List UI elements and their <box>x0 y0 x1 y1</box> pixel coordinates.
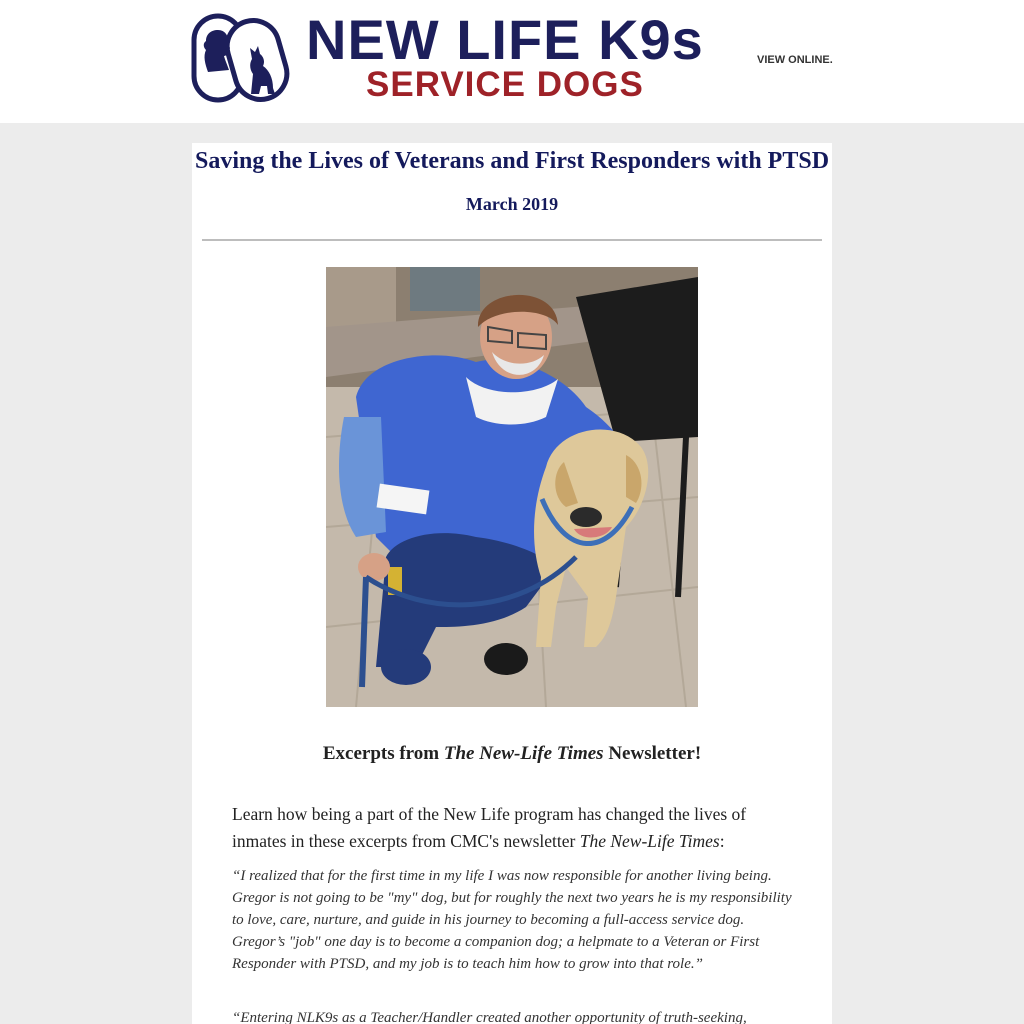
intro-paragraph: Learn how being a part of the New Life program has changed the lives of inmates in these excerpts from CMC's newsletter The New-Life Times: <box>232 804 747 851</box>
newsletter-content <box>192 143 832 1024</box>
issue-date: March 2019 <box>465 194 559 214</box>
veteran-with-dog-photo <box>326 267 698 707</box>
quote-paragraph: “Entering NLK9s as a Teacher/Handler created another opportunity of truth-seeking, <box>232 1010 747 1024</box>
excerpts-heading: Excerpts from The New-Life Times Newsletter! <box>322 743 702 764</box>
logo-subtitle: SERVICE DOGS <box>366 65 644 104</box>
view-online-link[interactable]: VIEW ONLINE. <box>757 54 833 66</box>
page-title: Saving the Lives of Veterans and First Responders with PTSD <box>194 148 830 174</box>
logo-icon <box>191 12 297 106</box>
logo-title: NEW LIFE K9s <box>306 8 704 71</box>
email-header <box>0 0 1024 123</box>
divider <box>202 239 822 241</box>
quote-paragraph: “I realized that for the first time in my life I was now responsible for another living being. Gregor is not going to be "my" dog, but for roughly the next two years he is my responsibility to love, care, nurture, and guide in his journey to becoming a full-access service dog. Gregor’s "job" one day is to become a companion dog; a helpmate to a Veteran or First Responder with PTSD, and my job is to teach him how to grow into that role.” <box>232 868 792 972</box>
